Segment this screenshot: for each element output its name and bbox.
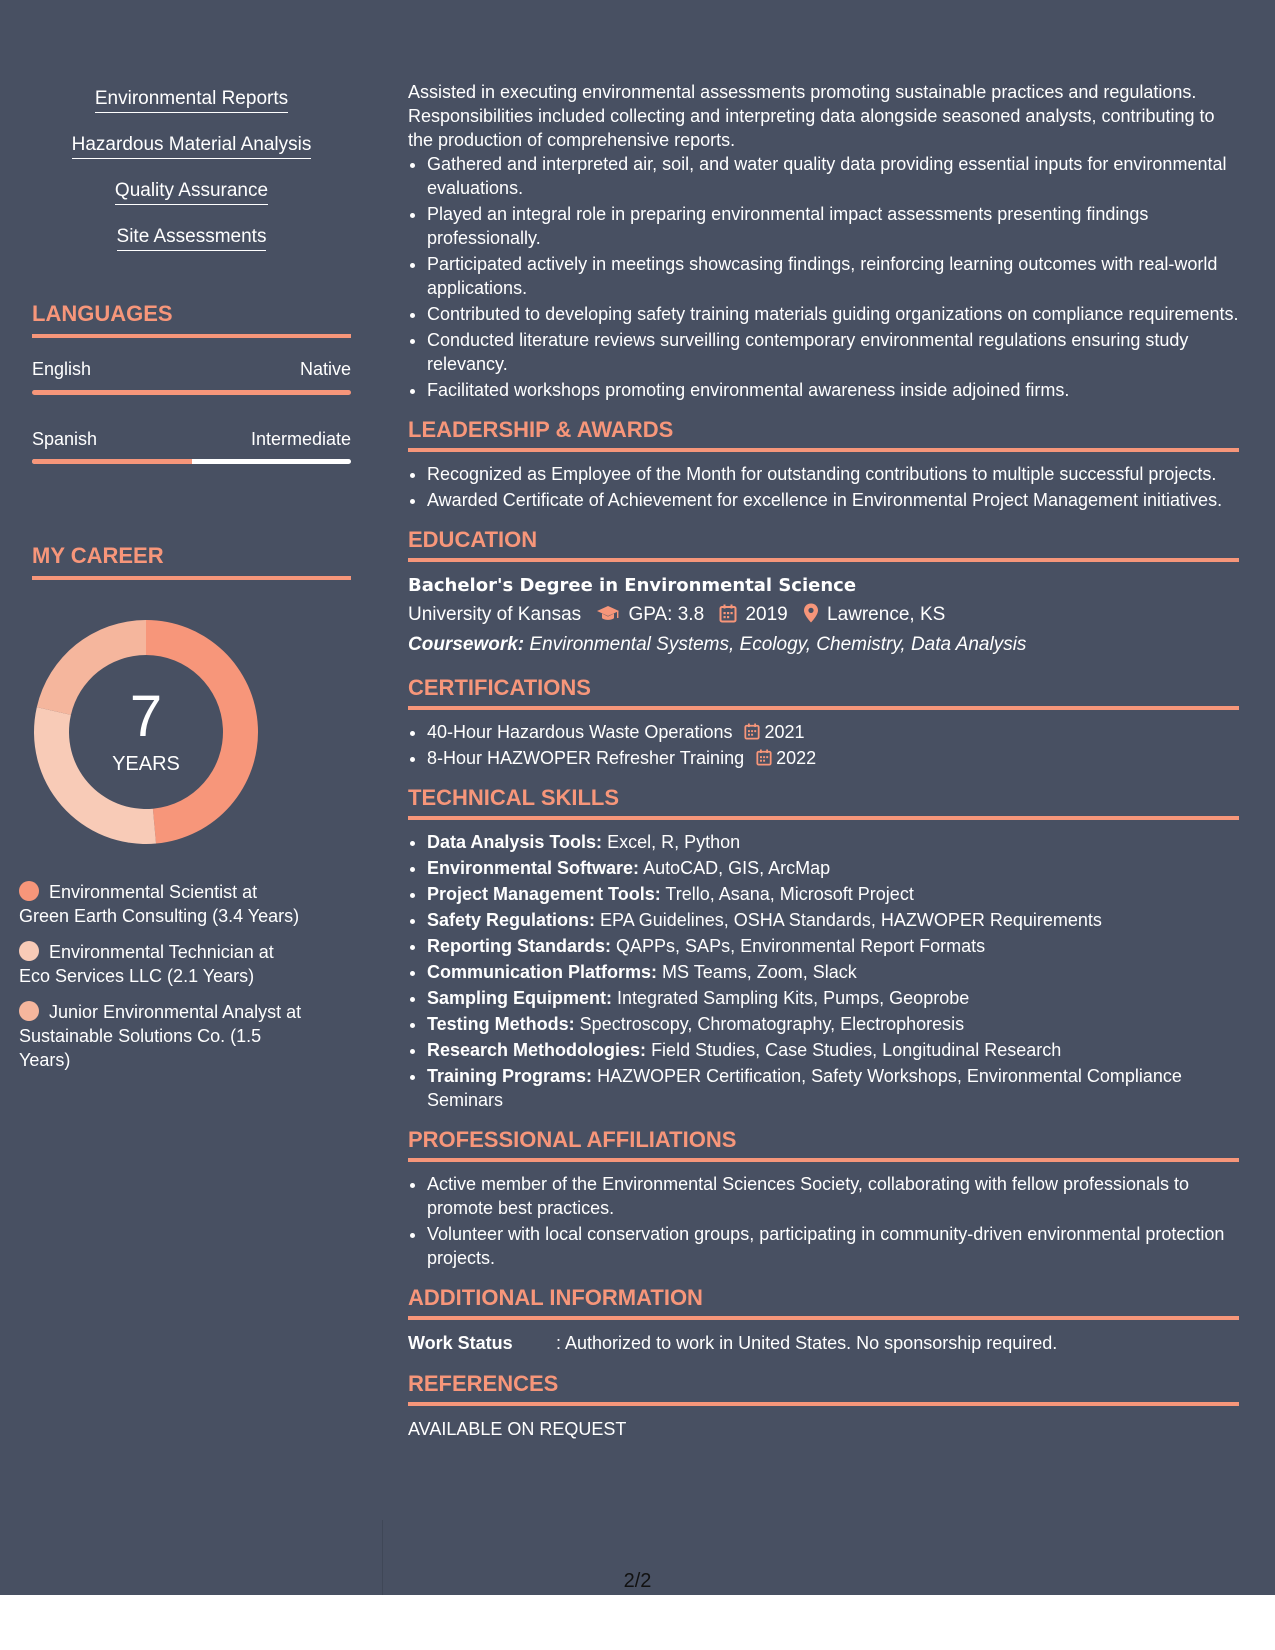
experience-intro: Assisted in executing environmental assessments promoting sustainable practices and regulations. Responsibilities included collecting and interpreting data alongside seasoned analysts, contributing to the production of comprehensive reports. bbox=[408, 82, 1215, 150]
language-level: Intermediate bbox=[250, 429, 351, 449]
experience-bullets bbox=[408, 152, 1239, 402]
language-bar-fill bbox=[32, 459, 192, 464]
work-status-value: : Authorized to work in United States. No sponsorship required. bbox=[556, 1333, 1058, 1353]
technical-skills-list bbox=[408, 830, 1239, 1112]
right-column bbox=[408, 80, 1239, 1442]
affiliation-bullet: • Volunteer with local conservation groups, participating in community-driven environmental protection projects. bbox=[427, 1222, 1239, 1270]
education-location: Lawrence, KS bbox=[827, 604, 946, 625]
skill-values: HAZWOPER Certification, Safety Workshops, Environmental Compliance Seminars bbox=[427, 1066, 1182, 1110]
certification-item bbox=[427, 746, 1239, 770]
references-heading: REFERENCES bbox=[408, 1370, 1239, 1406]
skill-values: EPA Guidelines, OSHA Standards, HAZWOPER Requirements bbox=[600, 910, 1102, 930]
experience-bullet: • Played an integral role in preparing environmental impact assessments presenting findings professionally. bbox=[427, 202, 1239, 250]
certification-year: 2022 bbox=[776, 748, 817, 768]
experience-bullet: • Facilitated workshops promoting environmental awareness inside adjoined firms. bbox=[427, 378, 1239, 402]
experience-bullet: • Gathered and interpreted air, soil, and water quality data providing essential inputs for environmental evaluations. bbox=[427, 152, 1239, 200]
career-heading: MY CAREER bbox=[32, 542, 351, 580]
education-year: 2019 bbox=[745, 604, 788, 625]
skill-category: Data Analysis Tools: bbox=[427, 832, 603, 852]
map-pin-icon bbox=[803, 603, 819, 623]
affiliations-heading: PROFESSIONAL AFFILIATIONS bbox=[408, 1126, 1239, 1162]
education-coursework bbox=[408, 630, 1239, 660]
skill-values: AutoCAD, GIS, ArcMap bbox=[643, 858, 831, 878]
language-level: Native bbox=[299, 359, 351, 379]
legend-dot-icon bbox=[19, 941, 39, 961]
technical-skill-item bbox=[427, 1012, 1239, 1036]
leadership-bullet: • Awarded Certificate of Achievement for excellence in Environmental Project Management initiatives. bbox=[427, 488, 1239, 512]
language-name: Spanish bbox=[32, 429, 98, 449]
language-name: English bbox=[32, 359, 92, 379]
language-row-english bbox=[32, 359, 351, 380]
language-bar-spanish bbox=[32, 459, 351, 464]
affiliations-list bbox=[408, 1172, 1239, 1270]
skill-category: Testing Methods: bbox=[427, 1014, 575, 1034]
additional-info-heading: ADDITIONAL INFORMATION bbox=[408, 1284, 1239, 1320]
career-role-label: Environmental Technician at Eco Services LLC (2.1 Years) bbox=[19, 942, 274, 986]
language-row-spanish bbox=[32, 429, 351, 450]
career-legend-item bbox=[19, 880, 309, 928]
certification-name: 8-Hour HAZWOPER Refresher Training bbox=[427, 748, 745, 768]
skill-category: Project Management Tools: bbox=[427, 884, 661, 904]
certification-year: 2021 bbox=[764, 722, 805, 742]
career-role-label: Junior Environmental Analyst at Sustainable Solutions Co. (1.5 Years) bbox=[19, 1002, 302, 1070]
career-legend-item bbox=[19, 940, 309, 988]
coursework-label: Coursework: bbox=[408, 634, 525, 655]
work-status-label: Work Status bbox=[408, 1333, 513, 1353]
technical-skill-item bbox=[427, 934, 1239, 958]
education-heading: EDUCATION bbox=[408, 526, 1239, 562]
skill-link[interactable]: Environmental Reports bbox=[95, 86, 288, 113]
certification-name: 40-Hour Hazardous Waste Operations bbox=[427, 722, 733, 742]
graduation-cap-icon bbox=[596, 605, 620, 623]
experience-bullet: • Conducted literature reviews surveilling contemporary environmental regulations ensuring study relevancy. bbox=[427, 328, 1239, 376]
technical-skill-item bbox=[427, 908, 1239, 932]
leadership-bullet: • Recognized as Employee of the Month for outstanding contributions to multiple successful projects. bbox=[427, 462, 1239, 486]
skill-values: Trello, Asana, Microsoft Project bbox=[665, 884, 914, 904]
coursework-value: Environmental Systems, Ecology, Chemistry, Data Analysis bbox=[529, 634, 1027, 655]
language-bar-fill bbox=[32, 390, 351, 395]
certifications-heading: CERTIFICATIONS bbox=[408, 674, 1239, 710]
skill-link[interactable]: Hazardous Material Analysis bbox=[72, 132, 312, 159]
legend-dot-icon bbox=[19, 1001, 39, 1021]
affiliation-bullet: • Active member of the Environmental Sciences Society, collaborating with fellow professionals to promote best practices. bbox=[427, 1172, 1239, 1220]
experience-bullet: • Participated actively in meetings showcasing findings, reinforcing learning outcomes with real-world applications. bbox=[427, 252, 1239, 300]
technical-skills-heading: TECHNICAL SKILLS bbox=[408, 784, 1239, 820]
leadership-heading: LEADERSHIP & AWARDS bbox=[408, 416, 1239, 452]
technical-skill-item bbox=[427, 882, 1239, 906]
legend-dot-icon bbox=[19, 881, 39, 901]
education-degree: Bachelor's Degree in Environmental Science bbox=[408, 575, 857, 596]
language-bar-english bbox=[32, 390, 351, 395]
skill-values: Spectroscopy, Chromatography, Electrophoresis bbox=[579, 1014, 965, 1034]
languages-heading: LANGUAGES bbox=[32, 300, 351, 338]
skill-values: Excel, R, Python bbox=[607, 832, 741, 852]
education-gpa: GPA: 3.8 bbox=[628, 604, 705, 625]
page-footer bbox=[0, 1595, 1275, 1650]
skill-category: Training Programs: bbox=[427, 1066, 593, 1086]
skills-list bbox=[32, 86, 351, 270]
leadership-bullets bbox=[408, 462, 1239, 512]
page-number: 2/2 bbox=[623, 1570, 652, 1592]
skill-values: QAPPs, SAPs, Environmental Report Formats bbox=[616, 936, 986, 956]
career-years-unit: YEARS bbox=[112, 753, 180, 775]
technical-skill-item bbox=[427, 830, 1239, 854]
technical-skill-item bbox=[427, 986, 1239, 1010]
references-text: AVAILABLE ON REQUEST bbox=[408, 1419, 627, 1439]
skill-category: Safety Regulations: bbox=[427, 910, 596, 930]
education-details bbox=[408, 600, 1239, 630]
career-legend-item bbox=[19, 1000, 309, 1072]
technical-skill-item bbox=[427, 1038, 1239, 1062]
career-role-label: Environmental Scientist at Green Earth Consulting (3.4 Years) bbox=[19, 882, 300, 926]
certifications-list bbox=[408, 720, 1239, 770]
skill-values: Field Studies, Case Studies, Longitudinal Research bbox=[651, 1040, 1062, 1060]
skill-category: Reporting Standards: bbox=[427, 936, 612, 956]
skill-values: Integrated Sampling Kits, Pumps, Geoprobe bbox=[617, 988, 970, 1008]
technical-skill-item bbox=[427, 960, 1239, 984]
career-total-years: 7 bbox=[129, 684, 163, 749]
calendar-icon bbox=[756, 749, 772, 766]
skill-link[interactable]: Quality Assurance bbox=[115, 178, 268, 205]
calendar-icon bbox=[719, 604, 737, 623]
skill-values: MS Teams, Zoom, Slack bbox=[662, 962, 857, 982]
skill-category: Environmental Software: bbox=[427, 858, 640, 878]
skill-category: Sampling Equipment: bbox=[427, 988, 613, 1008]
technical-skill-item bbox=[427, 1064, 1239, 1112]
technical-skill-item bbox=[427, 856, 1239, 880]
certification-item bbox=[427, 720, 1239, 744]
skill-category: Communication Platforms: bbox=[427, 962, 658, 982]
work-status bbox=[408, 1330, 1239, 1356]
experience-bullet: • Contributed to developing safety training materials guiding organizations on compliance requirements. bbox=[427, 302, 1239, 326]
calendar-icon bbox=[744, 723, 760, 740]
skill-category: Research Methodologies: bbox=[427, 1040, 647, 1060]
skill-link[interactable]: Site Assessments bbox=[117, 224, 267, 251]
education-school: University of Kansas bbox=[408, 604, 582, 625]
career-legend bbox=[19, 880, 309, 1084]
